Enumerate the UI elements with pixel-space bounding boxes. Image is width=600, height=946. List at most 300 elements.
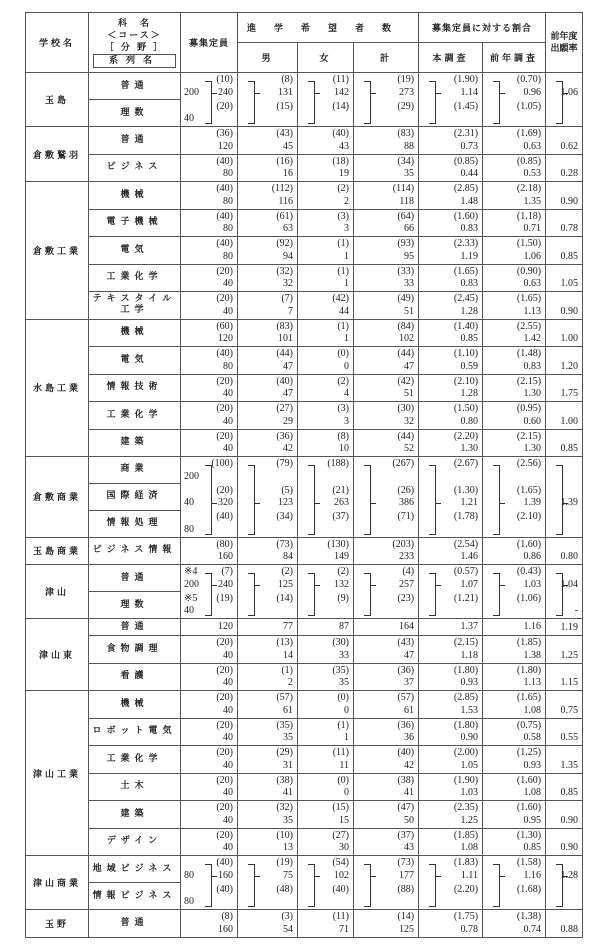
last-cell [546, 746, 583, 774]
cell-values [298, 155, 353, 182]
bracket-icon [248, 864, 255, 907]
cap-value: 40 [223, 814, 233, 826]
bracket-tick-icon [254, 585, 260, 586]
school-name: 倉敷鷲羽 [26, 127, 89, 182]
ratio-value: 1.19 [460, 250, 479, 262]
bracket-group [546, 565, 582, 618]
bracket-tick-icon [370, 93, 376, 94]
cell-values [298, 691, 353, 718]
school-name: 玉野 [26, 910, 89, 938]
prev-value: 1.08 [523, 704, 542, 716]
cell-values [298, 829, 353, 856]
cell-values [419, 265, 482, 292]
cell-values [546, 910, 582, 937]
prev-value: 0.86 [523, 551, 542, 562]
course-name: 食物調理 [89, 636, 181, 664]
last-cell [546, 718, 583, 746]
total-cell [354, 718, 419, 746]
male-paren-value: (3) [281, 911, 293, 922]
total-cell [354, 663, 419, 691]
cap-value: 40 [223, 759, 233, 771]
cell-values [546, 210, 582, 237]
last-combined-value: 1.39 [560, 497, 579, 508]
group-cell-last [546, 856, 583, 910]
cap-cell [181, 264, 238, 292]
male-value: 42 [283, 443, 293, 454]
last-cell [546, 801, 583, 829]
bracket-tick-icon [254, 876, 260, 877]
bracket-group [483, 565, 545, 618]
total-cell [354, 374, 419, 402]
female-value: 4 [344, 388, 349, 399]
school-name: 玉島 [26, 73, 89, 127]
cell-values [546, 801, 582, 828]
female-value: 44 [339, 305, 349, 317]
prev-cell [483, 264, 546, 292]
group-cell-cap [181, 856, 238, 910]
cap-cell [181, 402, 238, 430]
cell-values [546, 430, 582, 457]
male-paren-value: (14) [276, 592, 293, 604]
cap-cell [181, 636, 238, 664]
bracket-tick-icon [435, 585, 441, 586]
course-name: 工業化学 [89, 746, 181, 774]
course-name: 普通 [89, 565, 181, 592]
female-paren-value: (21) [332, 484, 349, 496]
bracket-icon [364, 573, 371, 616]
cap-paren-value: (20) [216, 265, 233, 277]
cap-value: 120 [218, 333, 233, 344]
bracket-tick-icon [435, 503, 441, 504]
female-paren-value: (1) [337, 320, 349, 332]
female-cell [298, 619, 354, 636]
cell-values [546, 829, 582, 856]
ratio-cell [419, 264, 483, 292]
cap-paren-value: (20) [216, 802, 233, 813]
prev-combined-value: 1.39 [523, 497, 542, 508]
cell-values [419, 746, 482, 773]
table-row [26, 402, 583, 430]
prev-paren-value: (1.65) [516, 484, 542, 496]
cap-paren-value: (80) [216, 538, 233, 550]
ratio-combined-value: 1.21 [460, 497, 479, 508]
bracket-icon [248, 465, 255, 535]
cell-values [354, 237, 418, 264]
cap-paren-value: (36) [216, 128, 233, 139]
prev-paren-value: (2.55) [516, 320, 542, 332]
course-name: 看護 [89, 663, 181, 691]
female-paren-value: (30) [332, 637, 349, 648]
course-name: 電気 [89, 237, 181, 265]
cap-paren-value: (40) [216, 348, 233, 359]
male-paren-value: (7) [281, 293, 293, 304]
group-cell-female [298, 565, 354, 619]
course-name: 建築 [89, 801, 181, 829]
total-cell [354, 910, 419, 938]
group-cell-total [354, 856, 419, 910]
cap-paren-value: (40) [216, 183, 233, 194]
cap-cell [181, 773, 238, 801]
bracket-tick-icon [499, 93, 505, 94]
school-name: 倉敷工業 [26, 182, 89, 320]
cell-values [181, 292, 237, 319]
female-value: 11 [339, 759, 349, 771]
cell-values [238, 182, 297, 209]
group-cell-cap [181, 73, 238, 127]
total-cell [354, 209, 419, 237]
cap-value: 40 [223, 732, 233, 743]
last-cell [546, 292, 583, 320]
prev-paren-value: (1.85) [516, 637, 542, 648]
course-capacity: 80 [184, 869, 194, 881]
cap-paren-value: (20) [216, 664, 233, 676]
cap-value: 80 [223, 223, 233, 234]
total-combined-value: 177 [399, 869, 415, 881]
cell-values [238, 664, 297, 691]
cell-values [483, 375, 545, 402]
female-value: 3 [344, 415, 349, 427]
male-cell [238, 374, 298, 402]
cell-values [483, 155, 545, 182]
cell-values [419, 801, 482, 828]
female-paren-value: (3) [337, 210, 349, 222]
prev-value: 1.42 [523, 333, 542, 344]
bracket-tick-icon [254, 503, 260, 504]
male-cell [238, 691, 298, 719]
course-capacity: 40 [184, 497, 194, 508]
female-paren-value: (37) [332, 511, 349, 522]
course-name: 情報処理 [89, 510, 181, 537]
cap-paren-value: (20) [216, 774, 233, 786]
cell-values [546, 237, 582, 264]
bracket-group [238, 73, 297, 126]
ratio-paren-value: (2.20) [453, 430, 479, 442]
cell-values [238, 402, 297, 429]
cell-values [298, 127, 353, 154]
ratio-cell [419, 746, 483, 774]
male-cell [238, 801, 298, 829]
total-value: 125 [399, 923, 415, 935]
table-row [26, 127, 583, 155]
header-male: 男 [238, 43, 298, 73]
cell-values [483, 746, 545, 773]
cell-values [419, 347, 482, 374]
prev-paren-value: (1.60) [516, 538, 542, 550]
female-paren-value: (42) [332, 293, 349, 304]
female-paren-value: (40) [332, 883, 349, 895]
prev-combined-value: 0.96 [523, 86, 542, 98]
ratio-cell [419, 619, 483, 636]
ratio-value: 1.53 [460, 704, 479, 716]
female-cell [298, 636, 354, 664]
cell-values [181, 320, 237, 347]
table-row [26, 374, 583, 402]
bracket-icon [429, 465, 436, 535]
ratio-paren-value: (2.10) [453, 375, 479, 387]
bracket-group [419, 73, 482, 126]
female-value: 35 [339, 677, 349, 688]
last-cell [546, 319, 583, 347]
cap-paren-value: (40) [216, 857, 233, 868]
cell-values [181, 210, 237, 237]
female-paren-value: (27) [332, 829, 349, 841]
cell-values [354, 375, 418, 402]
cell-values [419, 538, 482, 565]
last-rate-value: 0.85 [560, 250, 579, 262]
course-capacity: 200 [184, 86, 199, 98]
ratio-paren-value: (2.33) [453, 238, 479, 249]
cell-values [419, 127, 482, 154]
male-paren-value: (1) [281, 664, 293, 676]
cell-values [419, 664, 482, 691]
bracket-icon [308, 465, 315, 535]
cell-values [483, 292, 545, 319]
female-cell [298, 319, 354, 347]
male-value: 54 [283, 923, 293, 935]
prev-value: 0.53 [523, 168, 542, 179]
total-paren-value: (114) [392, 183, 415, 194]
ratio-paren-value: (1.78) [453, 511, 479, 522]
cell-values [354, 210, 418, 237]
group-cell-ratio [419, 565, 483, 619]
cap-value: 40 [223, 278, 233, 289]
female-paren-value: (3) [337, 403, 349, 414]
cell-values [419, 292, 482, 319]
female-value: 33 [339, 649, 349, 661]
female-paren-value: (2) [337, 183, 349, 194]
male-paren-value: (34) [276, 511, 293, 522]
ratio-value: 0.93 [460, 677, 479, 688]
table-row [26, 154, 583, 182]
course-name: 機械 [89, 691, 181, 719]
course-capacity: 40 [184, 605, 194, 616]
total-paren-value: (33) [397, 265, 415, 277]
ratio-cell [419, 429, 483, 457]
course-capacity: 200 [184, 578, 199, 590]
total-cell [354, 828, 419, 856]
header-capacity: 募集定員 [181, 13, 238, 73]
prev-paren-value: (1.65) [516, 692, 542, 703]
bracket-tick-icon [254, 93, 260, 94]
total-value: 41 [404, 787, 415, 798]
male-paren-value: (27) [276, 403, 293, 414]
cap-paren-value: (20) [216, 375, 233, 387]
male-value: 116 [278, 195, 293, 207]
cell-values [419, 320, 482, 347]
cell-values [298, 636, 353, 663]
ratio-paren-value: (2.35) [453, 802, 479, 813]
cap-paren-value: (40) [216, 883, 233, 895]
cell-values [354, 774, 418, 801]
total-value: 37 [404, 677, 415, 688]
cell-values [238, 375, 297, 402]
table-row [26, 856, 583, 883]
prev-paren-value: (1.58) [516, 857, 542, 868]
bracket-group [298, 856, 353, 909]
male-cell [238, 182, 298, 210]
total-paren-value: (203) [392, 538, 415, 550]
cap-paren-value: (20) [216, 692, 233, 703]
bracket-group [181, 457, 237, 537]
header-total: 計 [354, 43, 419, 73]
ratio-paren-value: (1.10) [453, 348, 479, 359]
header-this-survey: 本調査 [419, 43, 483, 73]
cell-values [298, 719, 353, 746]
cap-value: 40 [223, 443, 233, 454]
cap-value: 80 [223, 360, 233, 372]
last-rate-value: 0.90 [560, 195, 579, 207]
table-row [26, 457, 583, 484]
prev-value: 0.95 [523, 814, 542, 826]
bracket-group [546, 73, 582, 126]
ratio-cell [419, 402, 483, 430]
total-cell [354, 347, 419, 375]
course-capacity: 80 [184, 523, 194, 535]
table-row [26, 910, 583, 938]
female-combined-value: 132 [334, 578, 349, 590]
table-row [26, 182, 583, 210]
female-value: 10 [339, 443, 349, 454]
male-cell [238, 663, 298, 691]
ratio-cell [419, 237, 483, 265]
ratio-cell [419, 182, 483, 210]
bracket-tick-icon [314, 93, 320, 94]
male-cell [238, 718, 298, 746]
cell-values [354, 746, 418, 773]
male-value: 2 [288, 677, 293, 688]
ratio-combined-value: 1.11 [460, 869, 479, 881]
cell-values [483, 619, 545, 635]
last-cell [546, 619, 583, 636]
prev-paren-value: (0.70) [516, 74, 542, 85]
cap-cell [181, 429, 238, 457]
total-paren-value: (14) [397, 911, 415, 922]
cell-values [181, 774, 237, 801]
cell-values [419, 155, 482, 182]
total-cell [354, 801, 419, 829]
cell-values [298, 375, 353, 402]
cap-value: 40 [223, 842, 233, 853]
last-rate-value: 0.80 [560, 551, 579, 562]
cell-values [483, 237, 545, 264]
bracket-icon [493, 465, 500, 535]
female-value: 15 [339, 814, 349, 826]
course-capacity: 80 [184, 896, 194, 907]
female-value: 0 [344, 360, 349, 372]
total-value: 47 [404, 649, 415, 661]
ratio-paren-value: (1.80) [453, 719, 479, 731]
course-name: 電子機械 [89, 209, 181, 237]
table-row [26, 537, 583, 565]
male-paren-value: (32) [276, 265, 293, 277]
bracket-tick-icon [211, 585, 217, 586]
cell-values [483, 265, 545, 292]
prev-value: 0.93 [523, 759, 542, 771]
cell-values [298, 538, 353, 565]
ratio-value: 1.08 [460, 842, 479, 853]
total-cell [354, 619, 419, 636]
male-cell [238, 127, 298, 155]
ratio-cell [419, 209, 483, 237]
ratio-cell [419, 691, 483, 719]
table-row [26, 691, 583, 719]
school-name: 津山東 [26, 619, 89, 691]
female-cell [298, 801, 354, 829]
cell-values [354, 320, 418, 347]
female-combined-value: 142 [334, 86, 349, 98]
total-paren-value: (23) [397, 592, 415, 604]
course-name: 商業 [89, 457, 181, 484]
cell-values [483, 801, 545, 828]
ratio-paren-value: (1.21) [453, 592, 479, 604]
female-cell [298, 537, 354, 565]
last-rate-value: 0.90 [560, 842, 579, 853]
female-paren-value: (15) [332, 802, 349, 813]
ratio-paren-value: (1.83) [453, 857, 479, 868]
cell-values [181, 347, 237, 374]
ratio-cell [419, 319, 483, 347]
ratio-cell [419, 718, 483, 746]
bracket-icon [429, 864, 436, 907]
bracket-icon [429, 573, 436, 616]
last-cell [546, 374, 583, 402]
total-paren-value: (64) [397, 210, 415, 222]
ratio-paren-value: (1.90) [453, 74, 479, 85]
cap-paren-value: (40) [216, 238, 233, 249]
last-rate-value: 1.05 [560, 278, 579, 289]
cap-cell [181, 127, 238, 155]
cell-values [354, 182, 418, 209]
female-cell [298, 402, 354, 430]
cell-values [419, 691, 482, 718]
ratio-cell [419, 127, 483, 155]
table-row [26, 801, 583, 829]
total-value: 233 [399, 551, 415, 562]
last-cell [546, 209, 583, 237]
cell-values [181, 664, 237, 691]
total-cell [354, 691, 419, 719]
last-combined-value: 1.04 [560, 578, 579, 590]
total-paren-value: (44) [397, 348, 415, 359]
cell-values [238, 774, 297, 801]
female-cell [298, 910, 354, 938]
cap-cell [181, 182, 238, 210]
course-name: 情報技術 [89, 374, 181, 402]
bracket-tick-icon [211, 93, 217, 94]
cell-values [238, 746, 297, 773]
male-value: 35 [283, 732, 293, 743]
female-paren-value: (11) [332, 747, 349, 758]
group-cell-ratio [419, 457, 483, 538]
group-cell-prev [483, 565, 546, 619]
cap-value: 80 [223, 195, 233, 207]
cell-values [181, 910, 237, 937]
prev-paren-value: (1.60) [516, 774, 542, 786]
course-name: 機械 [89, 182, 181, 210]
course-name: 普通 [89, 73, 181, 100]
cap-cell [181, 828, 238, 856]
cap-value: 160 [218, 923, 233, 935]
bracket-group [298, 73, 353, 126]
bracket-group [238, 565, 297, 618]
ratio-value: 0.59 [460, 360, 479, 372]
total-value: 52 [404, 443, 415, 454]
bracket-icon [308, 864, 315, 907]
cell-values [354, 538, 418, 565]
cap-cell [181, 663, 238, 691]
prev-value: 0.58 [523, 732, 542, 743]
male-value: 29 [283, 415, 293, 427]
